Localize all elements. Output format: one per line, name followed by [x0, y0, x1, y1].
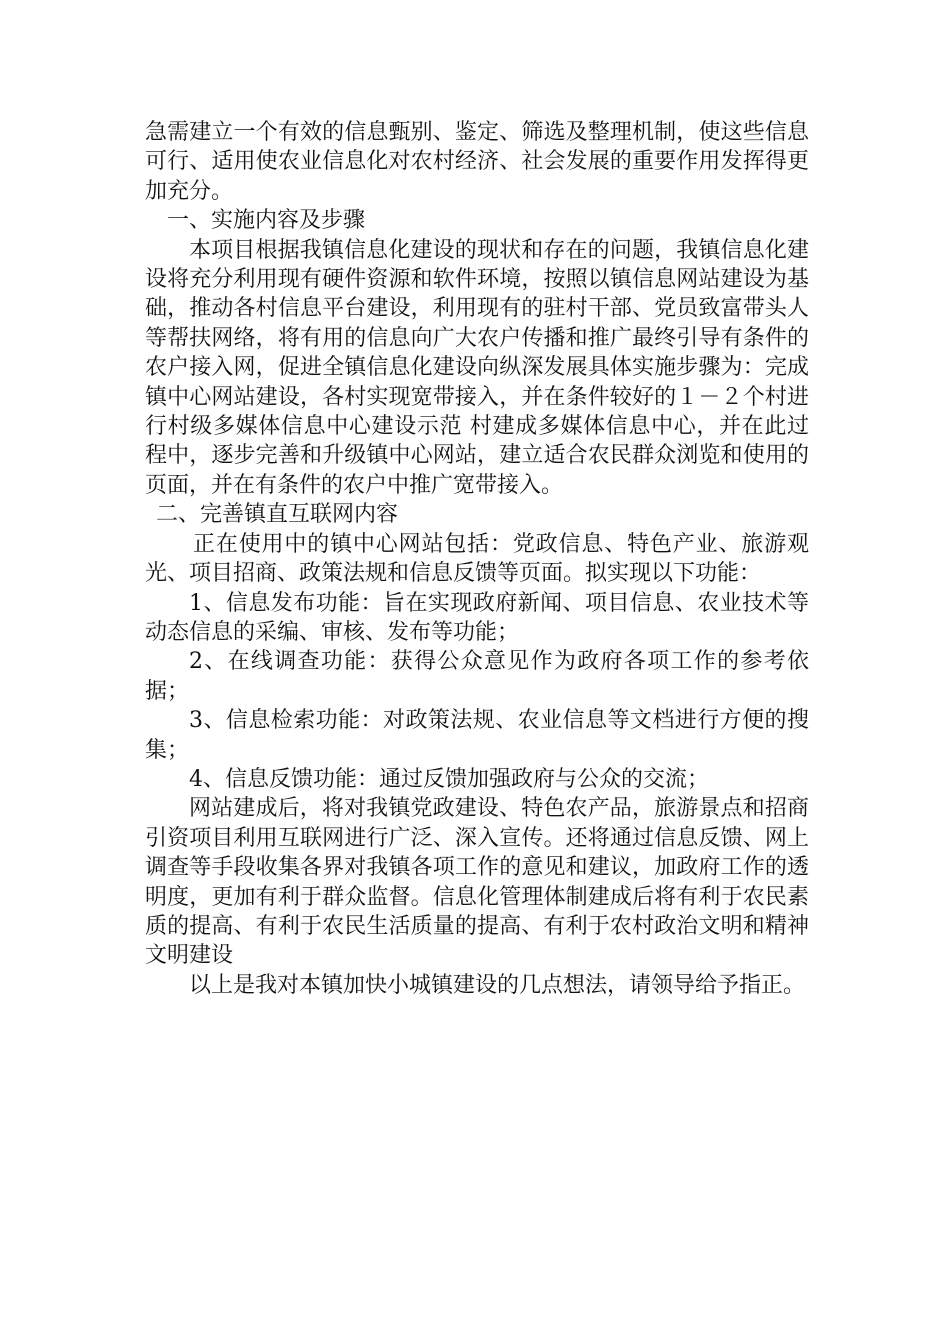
paragraph-website-pages: 正在使用中的镇中心网站包括：党政信息、特色产业、旅游观光、项目招商、政策法规和信息反馈等页面。拟实现以下功能： [145, 531, 809, 587]
paragraph-conclusion: 以上是我对本镇加快小城镇建设的几点想法，请领导给予指正。 [189, 972, 806, 998]
paragraph-function-search: 3、信息检索功能：对政策法规、农业信息等文档进行方便的搜集； [145, 708, 809, 763]
paragraph-function-survey: 2、在线调查功能：获得公众意见作为政府各项工作的参考依据； [145, 649, 809, 704]
paragraph-implementation-steps: 本项目根据我镇信息化建设的现状和存在的问题，我镇信息化建设将充分利用现有硬件资源和软件环境，按照以镇信息网站建设为基础，推动各村信息平台建设，利用现有的驻村干部、党员致富带头人等帮扶网络，将有用的信息向广大农户传播和推广最终引导有条件的农户接入网，促进全镇信息化建设向纵深发展具体实施步骤为：完成镇中心网站建设，各村实现宽带接入，并在条件较好的１－２个村进行村级多媒体信息中心建设示范 村建成多媒体信息中心，并在此过程中，逐步完善和升级镇中心网站，建立适合农民群众浏览和使用的页面，并在有条件的农户中推广宽带接入。 [145, 237, 809, 498]
paragraph-website-benefits: 网站建成后，将对我镇党政建设、特色农产品，旅游景点和招商引资项目利用互联网进行广泛、深入宣传。还将通过信息反馈、网上调查等手段收集各界对我镇各项工作的意见和建议，加政府工作的透明度，更加有利于群众监督。信息化管理体制建成后将有利于农民素质的提高、有利于农民生活质量的提高、有利于农村政治文明和精神文明建设 [145, 796, 809, 969]
document-body [145, 118, 809, 1000]
paragraph-function-feedback: 4、信息反馈功能：通过反馈加强政府与公众的交流； [189, 766, 709, 792]
paragraph-function-publish: 1、信息发布功能：旨在实现政府新闻、项目信息、农业技术等动态信息的采编、审核、发布等功能； [145, 590, 809, 645]
section-heading-implementation: 一、实施内容及步骤 [167, 208, 366, 234]
section-heading-internet-content: 二、完善镇直互联网内容 [156, 502, 399, 528]
paragraph-intro: 急需建立一个有效的信息甄别、鉴定、筛选及整理机制，使这些信息可行、适用使农业信息化对农村经济、社会发展的重要作用发挥得更加充分。 [145, 120, 809, 204]
